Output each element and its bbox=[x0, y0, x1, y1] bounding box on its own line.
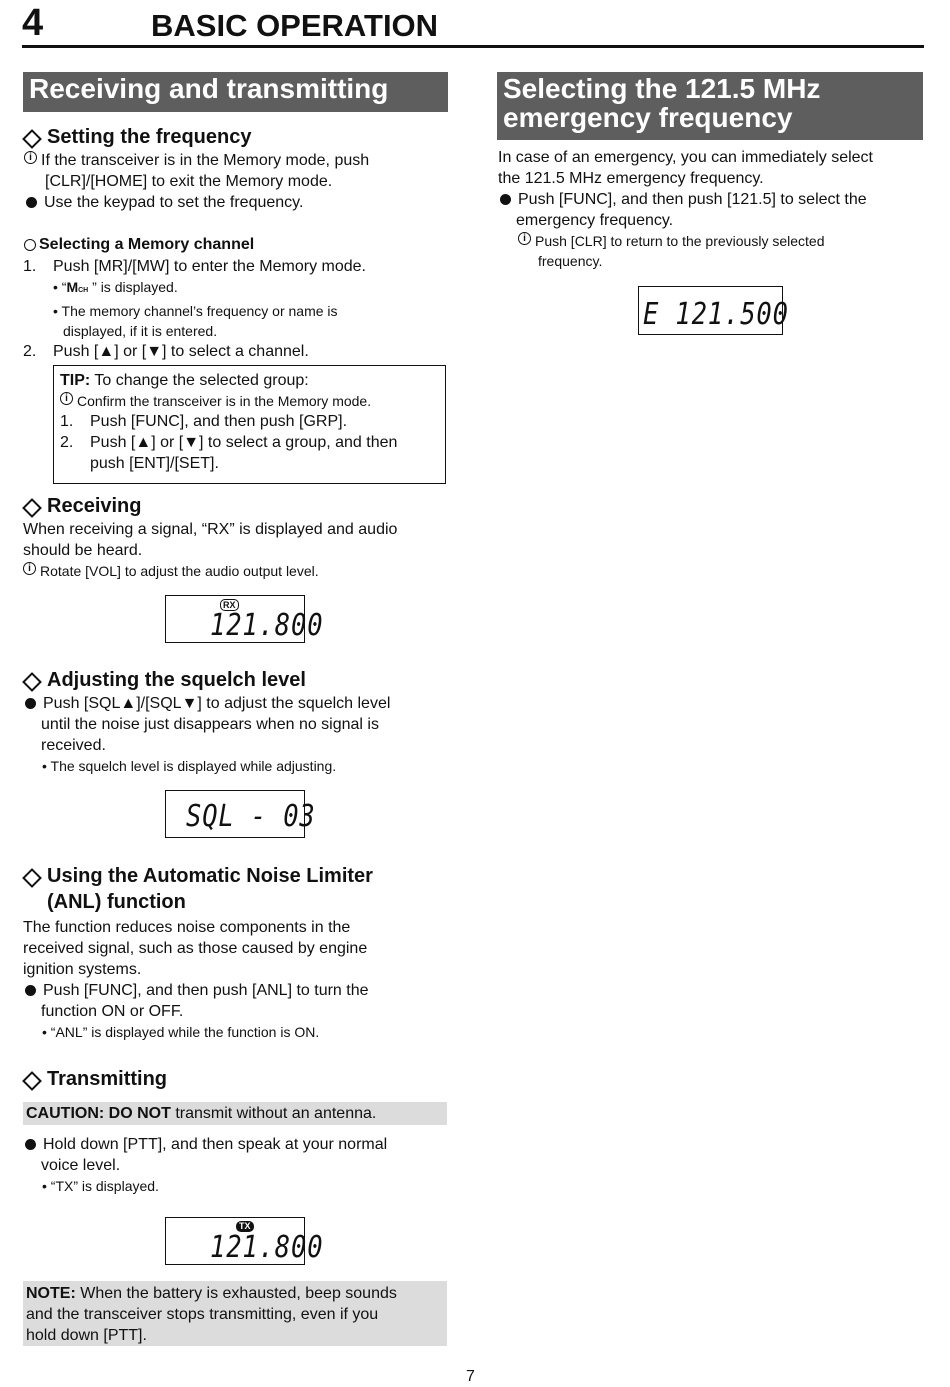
lcd-display-squelch bbox=[165, 790, 316, 838]
setting-frequency-info: i If the transceiver is in the Memory mode, push [CLR]/[HOME] to exit the Memory mode. Use the keypad to set the frequency. bbox=[24, 150, 444, 213]
lcd-emergency-frequency: E 121.500 bbox=[643, 297, 789, 332]
chapter-number: 4 bbox=[22, 2, 44, 44]
chapter-title: BASIC OPERATION bbox=[151, 8, 439, 43]
lcd-display-rx bbox=[165, 595, 324, 643]
note-box: NOTE: When the battery is exhausted, beep sounds and the transceiver stops transmitting, even if you hold down [PTT]. bbox=[23, 1281, 447, 1346]
lcd-squelch-level: SQL - 03 bbox=[186, 799, 316, 834]
diamond-icon bbox=[22, 868, 42, 888]
memory-channel-steps: 1. Push [MR]/[MW] to enter the Memory mode. • “MCH ” is displayed. • The memory channel’s frequency or name is displayed, if it is entered. 2. Push [▲] or [▼] to select a channel. bbox=[23, 256, 443, 362]
anl-body: The function reduces noise components in the received signal, such as those caused by engine ignition systems. Push [FUNC], and then push [ANL] to turn the function ON or OFF. • “ANL” is displayed while the function is ON. bbox=[23, 919, 369, 1040]
lcd-frequency: 121.800 bbox=[210, 608, 324, 643]
memory-channel-sub1: • “MCH ” is displayed. bbox=[53, 279, 178, 295]
diamond-icon bbox=[22, 672, 42, 692]
bullet-icon bbox=[500, 194, 511, 205]
lcd-display-emergency bbox=[638, 286, 789, 335]
heading-receiving: Receiving bbox=[22, 493, 141, 519]
diamond-icon bbox=[22, 129, 42, 149]
header-rule bbox=[22, 45, 924, 48]
bullet-icon bbox=[25, 985, 36, 996]
lcd-frequency: 121.800 bbox=[210, 1230, 324, 1265]
info-icon: i bbox=[24, 151, 37, 164]
page-number: 7 bbox=[466, 1368, 475, 1385]
heading-squelch: Adjusting the squelch level bbox=[22, 667, 306, 693]
info-icon: i bbox=[518, 232, 531, 245]
section-title-receiving-transmitting: Receiving and transmitting bbox=[23, 72, 448, 112]
tip-box: TIP: To change the selected group: i Confirm the transceiver is in the Memory mode. 1. Push [FUNC], and then push [GRP]. 2. Push [▲] or [▼] to select a group, and then push [ENT]/[SET]. bbox=[53, 365, 446, 484]
diamond-icon bbox=[22, 1071, 42, 1091]
heading-anl: Using the Automatic Noise Limiter (ANL) function bbox=[22, 863, 442, 915]
circle-icon bbox=[24, 239, 36, 251]
bullet-icon bbox=[26, 197, 37, 208]
info-icon: i bbox=[23, 562, 36, 575]
tx-badge: TX bbox=[236, 1221, 254, 1232]
heading-setting-frequency: Setting the frequency bbox=[22, 124, 251, 150]
heading-memory-channel: Selecting a Memory channel bbox=[24, 236, 254, 254]
receiving-body: When receiving a signal, “RX” is displayed and audio should be heard. i Rotate [VOL] to adjust the audio output level. bbox=[23, 521, 398, 579]
lcd-display-tx bbox=[165, 1217, 324, 1265]
heading-transmitting: Transmitting bbox=[22, 1066, 167, 1092]
squelch-body: Push [SQL▲]/[SQL▼] to adjust the squelch level until the noise just disappears when no signal is received. • The squelch level is displayed while adjusting. bbox=[23, 693, 448, 776]
info-icon: i bbox=[60, 392, 73, 405]
diamond-icon bbox=[22, 498, 42, 518]
section-title-emergency: Selecting the 121.5 MHz emergency frequency bbox=[497, 72, 923, 140]
bullet-icon bbox=[25, 698, 36, 709]
transmitting-body: Hold down [PTT], and then speak at your normal voice level. • “TX” is displayed. bbox=[23, 1134, 448, 1196]
rx-badge: RX bbox=[220, 599, 239, 611]
bullet-icon bbox=[25, 1139, 36, 1150]
caution-box: CAUTION: DO NOT transmit without an antenna. bbox=[23, 1102, 447, 1125]
emergency-body: In case of an emergency, you can immediately select the 121.5 MHz emergency frequency. Push [FUNC], and then push [121.5] to select the emergency frequency. i Push [CLR] to return to the previously selected frequency. bbox=[498, 149, 873, 269]
